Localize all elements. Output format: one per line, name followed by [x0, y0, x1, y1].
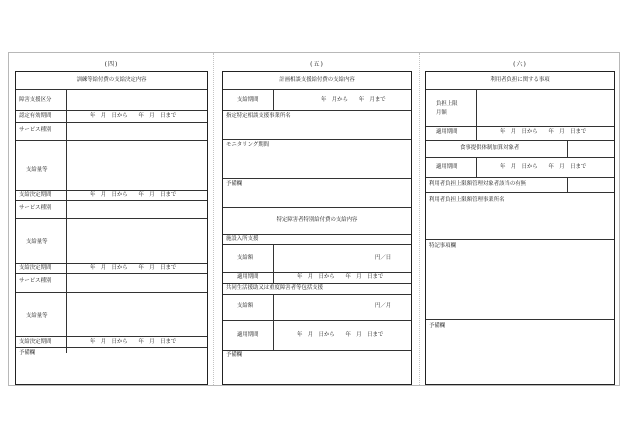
facility-support-label: 施設入所支援	[226, 236, 259, 242]
decision-period-value: 年 月 日から 年 月 日まで	[90, 192, 177, 198]
apply-period-label: 適用期間	[237, 332, 259, 338]
amount-label: 支給量等	[26, 313, 48, 319]
monitoring-period-label: モニタリング期間	[226, 142, 270, 148]
notes-label: 予備欄	[19, 350, 36, 356]
service-type-label: サービス種別	[19, 205, 52, 211]
meal-provision-label: 食事提供体制加算対象者	[460, 145, 520, 151]
decision-period-value: 年 月 日から 年 月 日まで	[90, 339, 177, 345]
decision-period-label: 支給決定期間	[19, 265, 52, 271]
apply-period-value: 年 月 日から 年 月 日まで	[297, 274, 384, 280]
apply-period-label: 適用期間	[436, 164, 458, 170]
column-user-burden	[425, 53, 615, 385]
column-heading: (六)	[513, 61, 527, 68]
notes-label: 予備欄	[429, 323, 446, 329]
apply-period-label: 適用期間	[237, 274, 259, 280]
column-heading: (五)	[310, 61, 324, 68]
amount-label: 支給量等	[26, 167, 48, 173]
special-benefit-title: 特定障害者特別給付費の支給内容	[276, 217, 358, 223]
service-type-label: サービス種別	[19, 127, 52, 133]
fold-line-left	[213, 53, 214, 385]
apply-period-value: 年 月 日から 年 月 日まで	[297, 332, 384, 338]
cert-period-value: 年 月 日から 年 月 日まで	[90, 113, 177, 119]
column-heading: (四)	[104, 61, 119, 68]
amount-label: 支給額	[237, 303, 254, 309]
designated-provider-label: 指定特定相談支援事業所名	[226, 113, 291, 119]
apply-period-value: 年 月 日から 年 月 日まで	[500, 129, 587, 135]
column-training-benefits	[15, 53, 208, 385]
table-title: 計画相談支援給付費の支給内容	[279, 77, 355, 83]
cert-period-label: 認定有効期間	[19, 113, 52, 119]
notes-label: 予備欄	[226, 352, 243, 358]
amount-unit: 円／月	[375, 303, 392, 309]
group-home-label: 共同生活援助又は重度障害者等包括支援	[226, 285, 324, 291]
supply-period-value: 年 月から 年 月まで	[321, 97, 386, 103]
amount-unit: 円／日	[375, 255, 392, 261]
notes-label: 予備欄	[226, 181, 243, 187]
user-burden-table	[425, 71, 615, 385]
table-title: 利用者負担に関する事項	[490, 77, 550, 83]
recipient-certificate-page	[8, 52, 620, 386]
apply-period-label: 適用期間	[436, 129, 458, 135]
apply-period-value: 年 月 日から 年 月 日まで	[500, 164, 587, 170]
monthly-cap-label: 負担上限 月額	[436, 101, 458, 116]
special-notes-label: 特記事項欄	[429, 243, 456, 249]
supply-period-label: 支給期間	[237, 97, 259, 103]
plan-consultation-table	[222, 71, 412, 385]
amount-label: 支給量等	[26, 239, 48, 245]
cap-management-provider-label: 利用者負担上限額管理事業所名	[429, 197, 505, 203]
decision-period-label: 支給決定期間	[19, 192, 52, 198]
column-plan-consultation	[222, 53, 412, 385]
training-benefits-table	[15, 71, 208, 385]
amount-label: 支給額	[237, 255, 254, 261]
service-type-label: サービス種別	[19, 278, 52, 284]
cap-management-flag-label: 利用者負担上限額管理対象者該当の有無	[429, 181, 527, 187]
decision-period-value: 年 月 日から 年 月 日まで	[90, 265, 177, 271]
decision-period-label: 支給決定期間	[19, 339, 52, 345]
fold-line-right	[419, 53, 420, 385]
disability-class-label: 障害支援区分	[19, 97, 52, 103]
table-title: 訓練等給付費の支給決定内容	[76, 77, 147, 83]
